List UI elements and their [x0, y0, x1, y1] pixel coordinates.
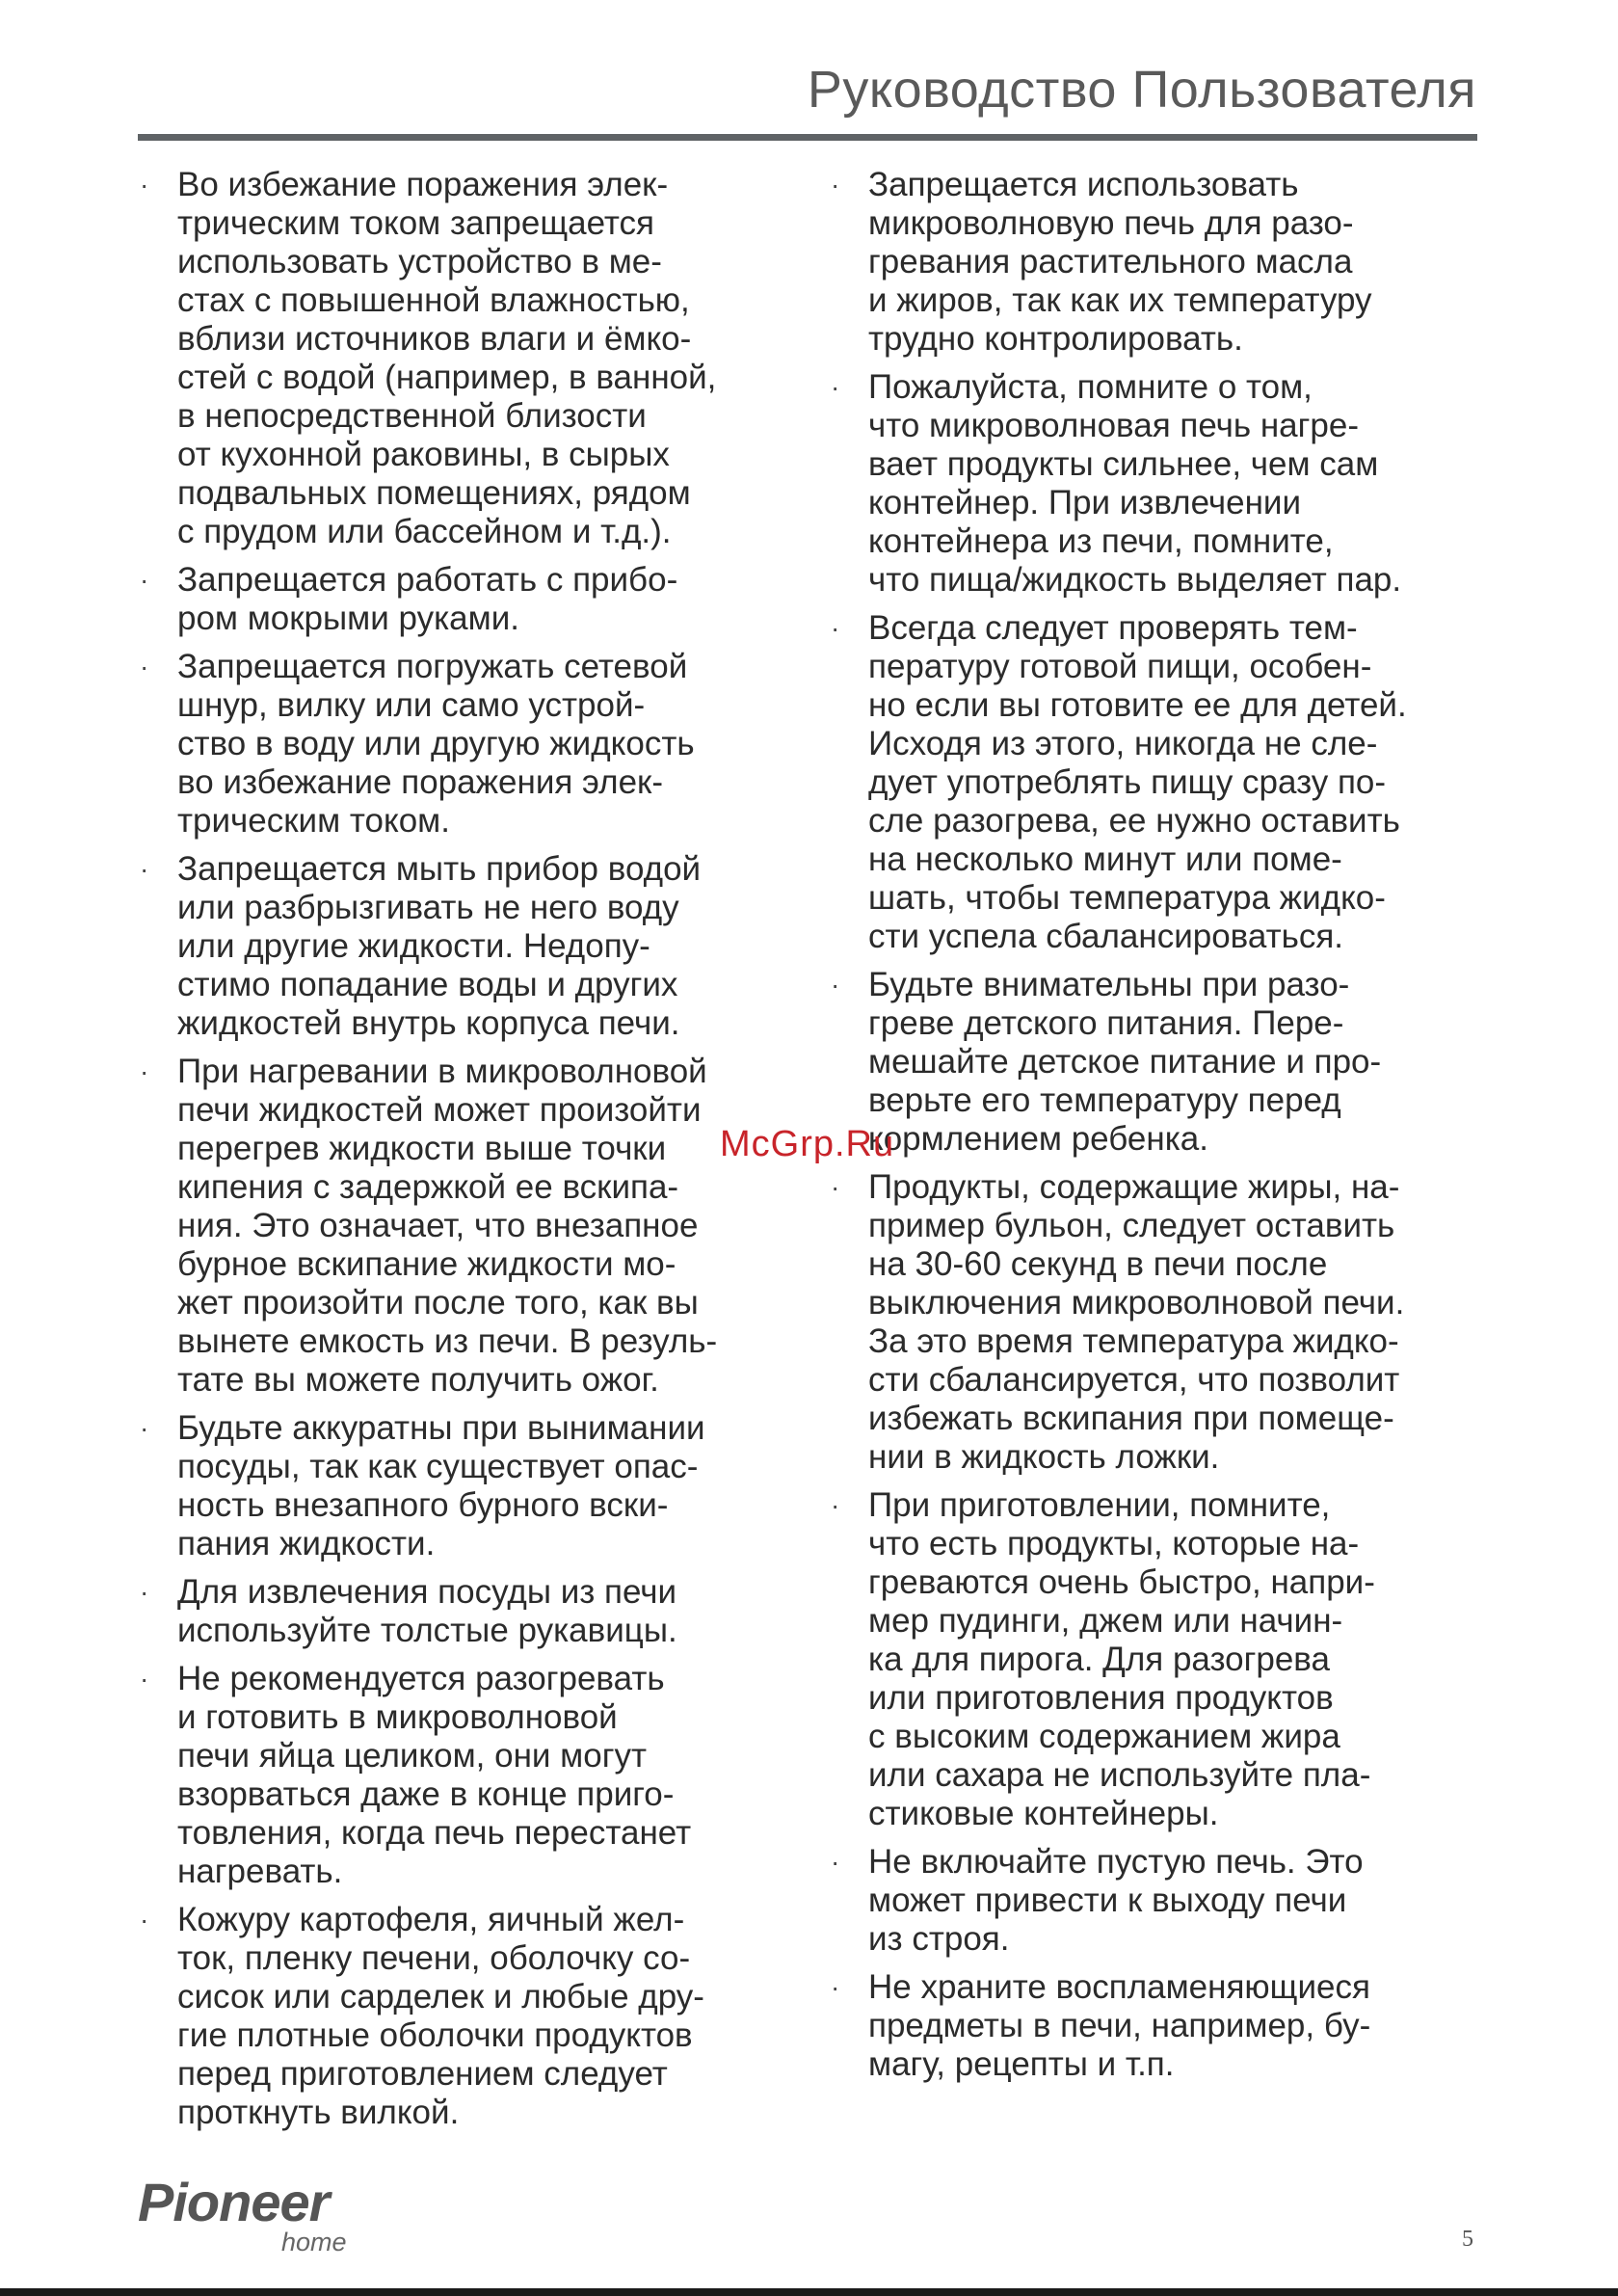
list-item-line: ния. Это означает, что внезапное: [177, 1207, 699, 1244]
list-item-line: За это время температура жидко-: [868, 1322, 1399, 1360]
list-item-line: вблизи источников влаги и ёмко-: [177, 320, 692, 358]
list-item-line: бурное вскипание жидкости мо-: [177, 1245, 676, 1283]
list-item: [138, 1053, 793, 1400]
bullet-icon: ·: [140, 565, 149, 595]
list-item-line: гревания растительного масла: [868, 243, 1353, 280]
list-item-line: контейнера из печи, помните,: [868, 522, 1334, 560]
bullet-icon: ·: [831, 1972, 840, 2002]
list-item-line: используйте толстые рукавицы.: [177, 1612, 677, 1649]
list-item: [829, 1486, 1484, 1833]
bullet-icon: ·: [831, 970, 840, 1000]
list-item-line: ство в воду или другую жидкость: [177, 725, 695, 762]
bullet-icon: ·: [831, 1847, 840, 1877]
list-item-line: использовать устройство в ме-: [177, 243, 662, 280]
list-item-line: кипения с задержкой ее вскипа-: [177, 1168, 679, 1206]
list-item-line: но если вы готовите ее для детей.: [868, 686, 1407, 724]
list-item-line: верьте его температуру перед: [868, 1081, 1341, 1119]
list-item-line: сисок или сарделек и любые дру-: [177, 1978, 704, 2016]
list-item-line: взорваться даже в конце приго-: [177, 1775, 675, 1813]
list-item-line: При нагревании в микроволновой: [177, 1053, 707, 1090]
bullet-icon: ·: [140, 1056, 149, 1086]
list-item-line: стиковые контейнеры.: [868, 1795, 1219, 1832]
list-item-line: из строя.: [868, 1920, 1010, 1958]
list-item-line: что есть продукты, которые на-: [868, 1525, 1360, 1562]
list-item-line: в непосредственной близости: [177, 397, 647, 435]
list-item: [829, 1968, 1484, 2084]
list-item-line: магу, рецепты и т.п.: [868, 2045, 1175, 2083]
list-item-line: Запрещается мыть прибор водой: [177, 850, 702, 888]
bullet-icon: ·: [140, 170, 149, 200]
list-item-line: вынете емкость из печи. В резуль-: [177, 1322, 718, 1360]
list-item-line: Не рекомендуется разогревать: [177, 1660, 665, 1697]
list-item-line: дует употреблять пищу сразу по-: [868, 763, 1387, 801]
list-item-line: или разбрызгивать не него воду: [177, 889, 679, 926]
list-item-line: во избежание поражения элек-: [177, 763, 663, 801]
list-item-line: товления, когда печь перестанет: [177, 1814, 692, 1852]
list-item-line: Продукты, содержащие жиры, на-: [868, 1168, 1400, 1206]
list-item-line: с высоким содержанием жира: [868, 1718, 1340, 1755]
list-item: [138, 1901, 793, 2132]
list-item: [829, 1168, 1484, 1477]
list-item-line: греваются очень быстро, напри-: [868, 1563, 1375, 1601]
bottom-edge-bar: [0, 2288, 1618, 2296]
list-item: [829, 368, 1484, 600]
list-item-line: и жиров, так как их температуру: [868, 281, 1372, 319]
list-item-line: ность внезапного бурного вски-: [177, 1486, 669, 1524]
list-item: [829, 166, 1484, 359]
page-header-title: Руководство Пользователя: [807, 61, 1476, 119]
brand-logo-subtitle: home: [281, 2228, 347, 2256]
list-item-line: кормлением ребенка.: [868, 1120, 1208, 1158]
list-item-line: Кожуру картофеля, яичный жел-: [177, 1901, 685, 1938]
list-item-line: Будьте внимательны при разо-: [868, 966, 1350, 1003]
list-item: [138, 561, 793, 638]
list-item-line: жет произойти после того, как вы: [177, 1284, 699, 1322]
list-item-line: Для извлечения посуды из печи: [177, 1573, 677, 1611]
left-column-list: [138, 166, 793, 2142]
list-item-line: шнур, вилку или само устрой-: [177, 686, 646, 724]
list-item-line: гие плотные оболочки продуктов: [177, 2016, 693, 2054]
list-item-line: может привести к выходу печи: [868, 1882, 1347, 1919]
bullet-icon: ·: [140, 854, 149, 884]
list-item-line: подвальных помещениях, рядом: [177, 474, 691, 512]
list-item-line: жидкостей внутрь корпуса печи.: [177, 1004, 680, 1042]
bullet-icon: ·: [140, 1413, 149, 1443]
list-item: [138, 1660, 793, 1891]
list-item-line: выключения микроволновой печи.: [868, 1284, 1405, 1322]
list-item-line: проткнуть вилкой.: [177, 2094, 460, 2131]
bullet-icon: ·: [831, 170, 840, 200]
list-item: [138, 166, 793, 551]
list-item-line: трудно контролировать.: [868, 320, 1243, 358]
list-item: [829, 609, 1484, 956]
bullet-icon: ·: [140, 1577, 149, 1607]
list-item-line: При приготовлении, помните,: [868, 1486, 1331, 1524]
watermark: McGrp.Ru: [720, 1124, 895, 1164]
bullet-icon: ·: [140, 1905, 149, 1935]
list-item-line: нагревать.: [177, 1853, 343, 1890]
list-item-line: перед приготовлением следует: [177, 2055, 668, 2093]
list-item-line: микроволновую печь для разо-: [868, 204, 1354, 242]
list-item-line: пания жидкости.: [177, 1525, 436, 1562]
list-item-line: от кухонной раковины, в сырых: [177, 436, 670, 473]
bullet-icon: ·: [140, 652, 149, 681]
list-item-line: вает продукты сильнее, чем сам: [868, 445, 1379, 483]
header-divider: [138, 134, 1477, 141]
list-item-line: сле разогрева, ее нужно оставить: [868, 802, 1400, 840]
list-item-line: ка для пирога. Для разогрева: [868, 1641, 1330, 1678]
list-item-line: шать, чтобы температура жидко-: [868, 879, 1386, 917]
list-item: [138, 648, 793, 841]
bullet-icon: ·: [140, 1664, 149, 1694]
list-item-line: Не включайте пустую печь. Это: [868, 1843, 1364, 1881]
list-item-line: или приготовления продуктов: [868, 1679, 1334, 1717]
list-item-line: стимо попадание воды и других: [177, 966, 678, 1003]
list-item-line: избежать вскипания при помеще-: [868, 1400, 1394, 1437]
list-item: [138, 850, 793, 1043]
list-item-line: Запрещается использовать: [868, 166, 1299, 203]
list-item-line: греве детского питания. Пере-: [868, 1004, 1344, 1042]
list-item-line: мешайте детское питание и про-: [868, 1043, 1382, 1081]
list-item-line: с прудом или бассейном и т.д.).: [177, 513, 672, 550]
list-item-line: пературу готовой пищи, особен-: [868, 648, 1372, 685]
list-item-line: перегрев жидкости выше точки: [177, 1130, 667, 1167]
list-item-line: трическим током запрещается: [177, 204, 655, 242]
list-item-line: Во избежание поражения элек-: [177, 166, 669, 203]
list-item-line: Будьте аккуратны при вынимании: [177, 1409, 705, 1447]
bullet-icon: ·: [831, 372, 840, 402]
list-item-line: Не храните воспламеняющиеся: [868, 1968, 1370, 2006]
list-item-line: что пища/жидкость выделяет пар.: [868, 561, 1402, 599]
list-item-line: сти сбалансируется, что позволит: [868, 1361, 1400, 1399]
list-item-line: что микроволновая печь нагре-: [868, 407, 1359, 444]
list-item-line: печи яйца целиком, они могут: [177, 1737, 648, 1775]
bullet-icon: ·: [831, 1490, 840, 1520]
list-item-line: ром мокрыми руками.: [177, 600, 519, 637]
list-item-line: и готовить в микроволновой: [177, 1698, 618, 1736]
list-item-line: Исходя из этого, никогда не сле-: [868, 725, 1378, 762]
brand-logo: Pioneer: [138, 2172, 330, 2232]
list-item-line: Всегда следует проверять тем-: [868, 609, 1358, 647]
list-item-line: стах с повышенной влажностью,: [177, 281, 690, 319]
list-item-line: посуды, так как существует опас-: [177, 1448, 699, 1485]
list-item-line: или сахара не используйте пла-: [868, 1756, 1371, 1794]
list-item: [829, 966, 1484, 1159]
list-item-line: Запрещается работать с прибо-: [177, 561, 678, 599]
page-number: 5: [1462, 2227, 1473, 2252]
list-item-line: мер пудинги, джем или начин-: [868, 1602, 1343, 1640]
list-item-line: пример бульон, следует оставить: [868, 1207, 1395, 1244]
list-item-line: Пожалуйста, помните о том,: [868, 368, 1313, 406]
list-item-line: нии в жидкость ложки.: [868, 1438, 1220, 1476]
bullet-icon: ·: [831, 1172, 840, 1202]
list-item-line: предметы в печи, например, бу-: [868, 2007, 1371, 2044]
list-item-line: стей с водой (например, в ванной,: [177, 359, 717, 396]
list-item-line: Запрещается погружать сетевой: [177, 648, 688, 685]
list-item-line: печи жидкостей может произойти: [177, 1091, 702, 1129]
list-item-line: трическим током.: [177, 802, 450, 840]
bullet-icon: ·: [831, 613, 840, 643]
list-item-line: контейнер. При извлечении: [868, 484, 1302, 521]
list-item-line: на 30-60 секунд в печи после: [868, 1245, 1328, 1283]
list-item-line: на несколько минут или поме-: [868, 841, 1342, 878]
list-item: [829, 1843, 1484, 1959]
right-column-list: [829, 166, 1484, 2094]
list-item-line: или другие жидкости. Недопу-: [177, 927, 650, 965]
list-item-line: ток, пленку печени, оболочку со-: [177, 1939, 691, 1977]
list-item: [138, 1573, 793, 1650]
list-item-line: тате вы можете получить ожог.: [177, 1361, 659, 1399]
list-item: [138, 1409, 793, 1563]
list-item-line: сти успела сбалансироваться.: [868, 918, 1344, 955]
